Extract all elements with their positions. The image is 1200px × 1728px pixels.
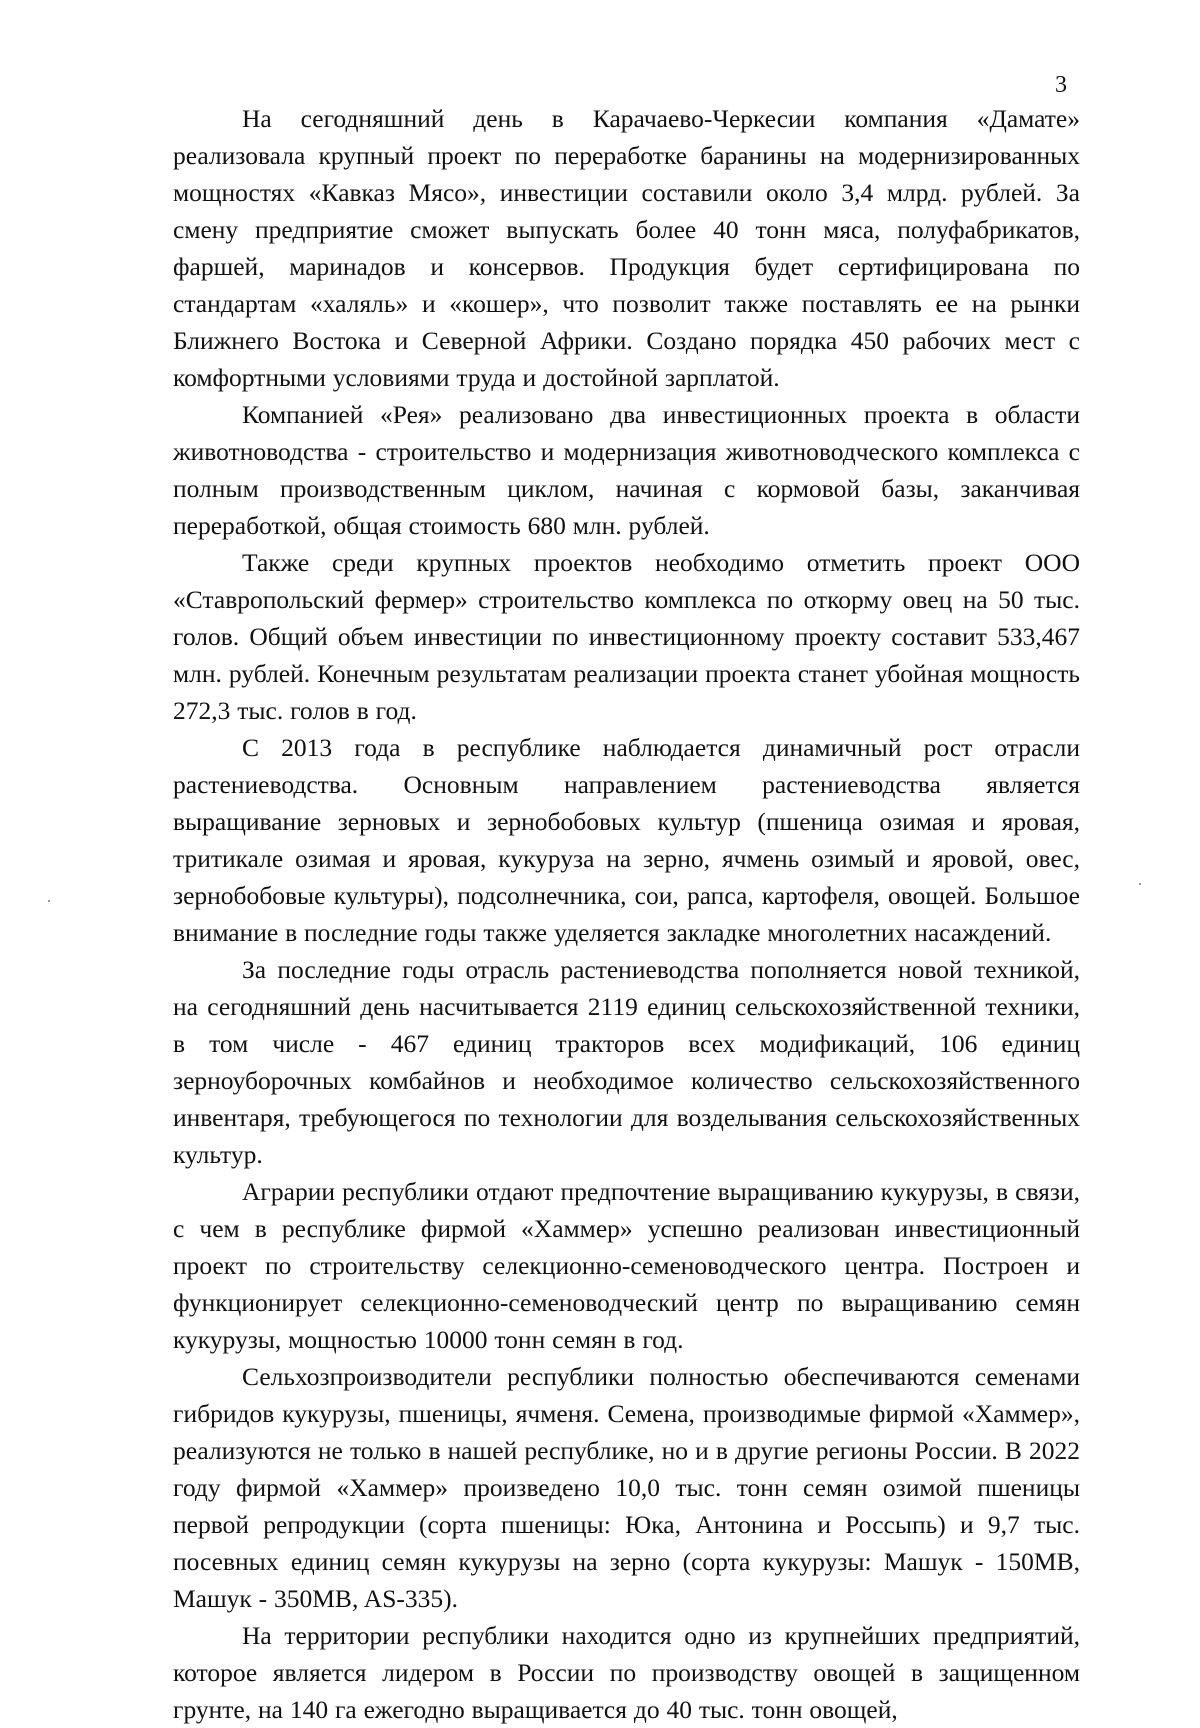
text-body bbox=[173, 100, 1080, 1728]
paragraph-greenhouse-enterprise: На территории республики находится одно из крупнейших предприятий, которое является лидером в России по производству овощей в защищенном грунте, на 140 га ежегодно выращивается до 40 тыс. тонн овощей, bbox=[173, 1621, 1080, 1724]
paragraph-corn-seed-center: Аграрии республики отдают предпочтение выращиванию кукурузы, в связи, с чем в республике фирмой «Хаммер» успешно реализован инвестиционный проект по строительству селекционно-семеноводческого центра. Построен и функционирует селекционно-семеноводческий центр по выращиванию семян кукурузы, мощностью 10000 тонн семян в год. bbox=[173, 1177, 1080, 1354]
scan-speck bbox=[1139, 883, 1141, 885]
paragraph-reya-projects: Компанией «Рея» реализовано два инвестиционных проекта в области животноводства - строительство и модернизация животноводческого комплекса с полным производственным циклом, начиная с кормовой базы, заканчивая переработкой, общая стоимость 680 млн. рублей. bbox=[173, 400, 1080, 540]
page-number: 3 bbox=[1055, 72, 1067, 98]
paragraph-machinery: За последние годы отрасль растениеводства пополняется новой техникой, на сегодняшний день насчитывается 2119 единиц сельскохозяйственной техники, в том числе - 467 единиц тракторов всех модификаций, 106 единиц зерноуборочных комбайнов и необходимое количество сельскохозяйственного инвентаря, требующегося по технологии для возделывания сельскохозяйственных культур. bbox=[173, 955, 1080, 1169]
paragraph-seed-supply: Сельхозпроизводители республики полностью обеспечиваются семенами гибридов кукурузы, пшеницы, ячменя. Семена, производимые фирмой «Хаммер», реализуются не только в нашей республике, но и в другие регионы России. В 2022 году фирмой «Хаммер» произведено 10,0 тыс. тонн семян озимой пшеницы первой репродукции (сорта пшеницы: Юка, Антонина и Россыпь) и 9,7 тыс. посевных единиц семян кукурузы на зерно (сорта кукурузы: Машук - 150MB, Машук - 350MB, AS-335). bbox=[173, 1362, 1080, 1613]
paragraph-damate-project: На сегодняшний день в Карачаево-Черкесии компания «Дамате» реализовала крупный проект по переработке баранины на модернизированных мощностях «Кавказ Мясо», инвестиции составили около 3,4 млрд. рублей. За смену предприятие сможет выпускать более 40 тонн мяса, полуфабрикатов, фаршей, маринадов и консервов. Продукция будет сертифицирована по стандартам «халяль» и «кошер», что позволит также поставлять ее на рынки Ближнего Востока и Северной Африки. Создано порядка 450 рабочих мест с комфортными условиями труда и достойной зарплатой. bbox=[173, 104, 1080, 392]
paragraph-stavropol-farmer: Также среди крупных проектов необходимо отметить проект ООО «Ставропольский фермер» строительство комплекса по откорму овец на 50 тыс. голов. Общий объем инвестиции по инвестиционному проекту составит 533,467 млн. рублей. Конечным результатам реализации проекта станет убойная мощность 272,3 тыс. голов в год. bbox=[173, 548, 1080, 725]
paragraph-crop-growth: С 2013 года в республике наблюдается динамичный рост отрасли растениеводства. Основным направлением растениеводства является выращивание зерновых и зернобобовых культур (пшеница озимая и яровая, тритикале озимая и яровая, кукуруза на зерно, ячмень озимый и яровой, овес, зернобобовые культуры), подсолнечника, сои, рапса, картофеля, овощей. Большое внимание в последние годы также уделяется закладке многолетних насаждений. bbox=[173, 733, 1080, 947]
scan-speck bbox=[48, 900, 50, 902]
